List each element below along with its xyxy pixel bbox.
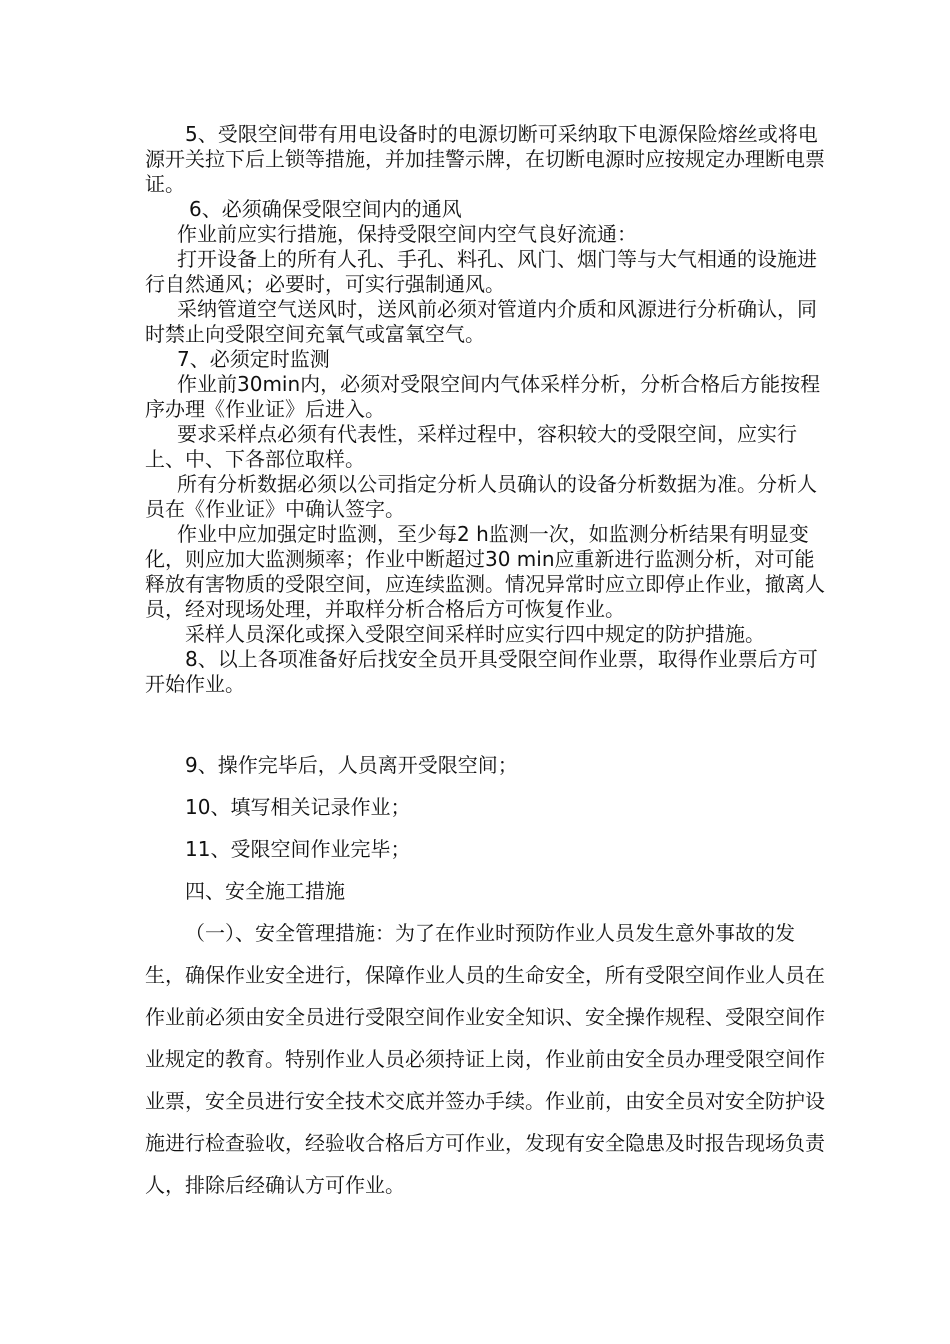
paragraph-sampling-before-work: 作业前30min内，必须对受限空间内气体采样分析，分析合格后方能按程序办理《作业证》后进入。: [145, 372, 821, 421]
dense-text-block: [145, 122, 825, 697]
paragraph-work-permit: 8、以上各项准备好后找安全员开具受限空间作业票，取得作业票后方可开始作业。: [145, 647, 818, 696]
section-heading-safety-measures: 四、安全施工措施: [185, 879, 345, 903]
loose-text-block: [145, 744, 825, 1206]
paragraph-analysis-data: 所有分析数据必须以公司指定分析人员确认的设备分析数据为准。分析人员在《作业证》中确认签字。: [145, 472, 817, 521]
list-item-work-complete: 11、受限空间作业完毕；: [185, 837, 411, 861]
list-item-leave-space: 9、操作完毕后，人员离开受限空间；: [185, 753, 518, 777]
list-item-fill-records: 10、填写相关记录作业；: [185, 795, 411, 819]
paragraph-ventilation-intro: 作业前应实行措施，保持受限空间内空气良好流通：: [177, 222, 637, 246]
paragraph-air-supply: 采纳管道空气送风时，送风前必须对管道内介质和风源进行分析确认，同时禁止向受限空间充氧气或富氧空气。: [145, 297, 817, 346]
paragraph-natural-ventilation: 打开设备上的所有人孔、手孔、料孔、风门、烟门等与大气相通的设施进行自然通风；必要时，可实行强制通风。: [145, 247, 817, 296]
paragraph-periodic-monitoring: 作业中应加强定时监测，至少每2 h监测一次，如监测分析结果有明显变化，则应加大监测频率；作业中断超过30 min应重新进行监测分析，对可能释放有害物质的受限空间，应连续监测。情况异常时应立即停止作业，撤离人员，经对现场处理，并取样分析合格后方可恢复作业。: [145, 522, 825, 621]
heading-ventilation: 6、必须确保受限空间内的通风: [189, 197, 462, 221]
paragraph-sampler-protection: 采样人员深化或探入受限空间采样时应实行四中规定的防护措施。: [185, 622, 765, 646]
paragraph-sampling-points: 要求采样点必须有代表性，采样过程中，容积较大的受限空间，应实行上、中、下各部位取样。: [145, 422, 797, 471]
paragraph-safety-management: （一）、安全管理措施：为了在作业时预防作业人员发生意外事故的发生，确保作业安全进行，保障作业人员的生命安全，所有受限空间作业人员在作业前必须由安全员进行受限空间作业安全知识、安全操作规程、受限空间作业规定的教育。特别作业人员必须持证上岗，作业前由安全员办理受限空间作业票，安全员进行安全技术交底并签办手续。作业前，由安全员对安全防护设施进行检查验收，经验收合格后方可作业，发现有安全隐患及时报告现场负责人，排除后经确认方可作业。: [145, 921, 825, 1197]
paragraph-power-cutoff: 5、受限空间带有用电设备时的电源切断可采纳取下电源保险熔丝或将电源开关拉下后上锁等措施，并加挂警示牌，在切断电源时应按规定办理断电票证。: [145, 122, 825, 196]
heading-monitoring: 7、必须定时监测: [177, 347, 330, 371]
